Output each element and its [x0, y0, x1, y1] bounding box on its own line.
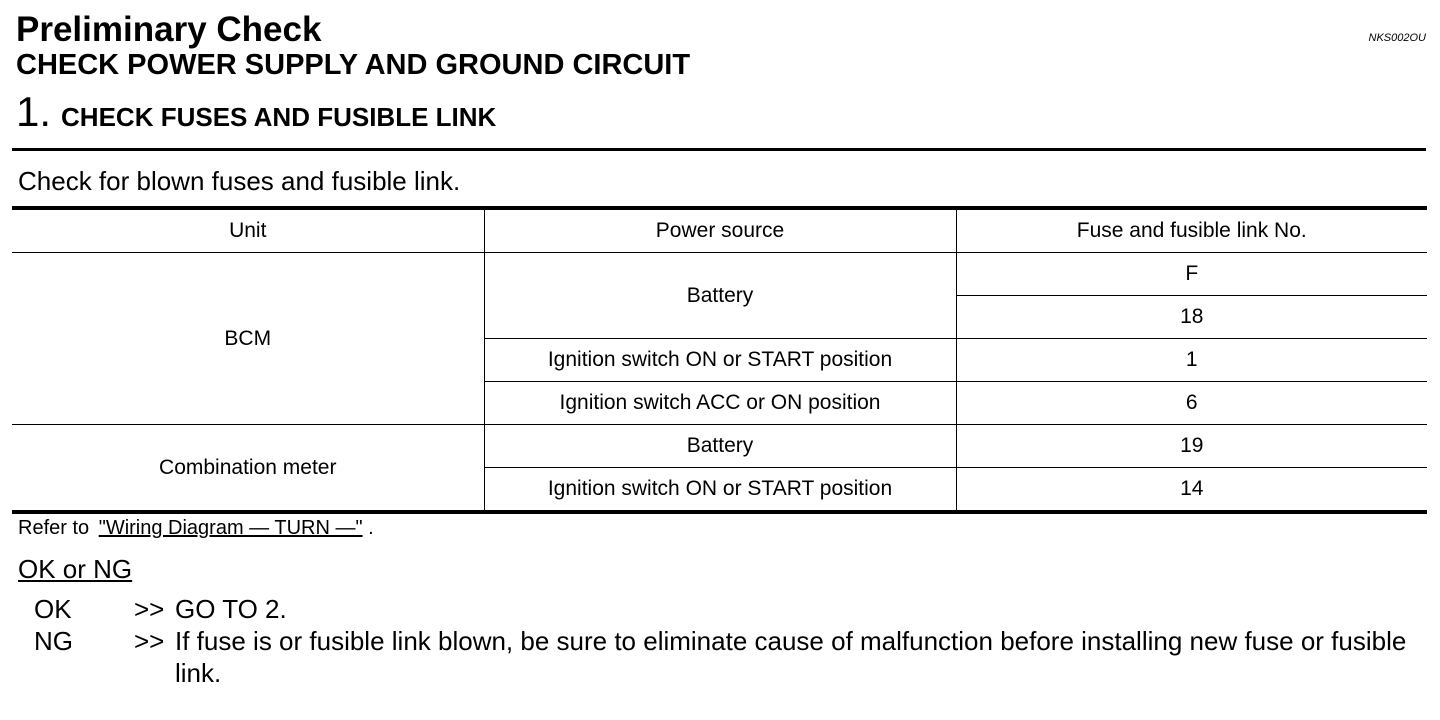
reference-suffix: . [368, 517, 374, 539]
fuse-number-cell: F [956, 253, 1427, 296]
page-title: Preliminary Check [16, 10, 322, 49]
result-label: OK [34, 594, 72, 624]
instruction-text: Check for blown fuses and fusible link. [18, 166, 461, 196]
power-source-cell: Battery [484, 253, 956, 339]
fuse-number-cell: 18 [956, 296, 1427, 339]
table-row [12, 253, 1427, 296]
result-arrow: >> [134, 626, 165, 656]
unit-cell: BCM [12, 253, 484, 425]
fuse-number-cell: 14 [956, 468, 1427, 513]
power-source-cell: Ignition switch ON or START position [484, 339, 956, 382]
column-header-power-source: Power source [484, 208, 956, 253]
result-text: If fuse is or fusible link blown, be sure to eliminate cause of malfunction before installing new fuse or fusible link. [175, 626, 1407, 688]
column-header-fuse-number: Fuse and fusible link No. [956, 208, 1427, 253]
unit-cell: Combination meter [12, 425, 484, 513]
power-source-cell: Ignition switch ON or START position [484, 468, 956, 513]
section-title: CHECK POWER SUPPLY AND GROUND CIRCUIT [16, 49, 691, 81]
step-title: CHECK FUSES AND FUSIBLE LINK [61, 102, 497, 132]
wiring-diagram-link[interactable]: "Wiring Diagram — TURN —" [98, 517, 363, 539]
fuse-table [12, 206, 1427, 514]
fuse-number-cell: 1 [956, 339, 1427, 382]
power-source-cell: Battery [484, 425, 956, 468]
column-header-unit: Unit [12, 208, 484, 253]
power-source-cell: Ignition switch ACC or ON position [484, 382, 956, 425]
fuse-number-cell: 19 [956, 425, 1427, 468]
table-row [12, 425, 1427, 468]
document-code: NKS002OU [1368, 32, 1426, 44]
table-header-row [12, 208, 1427, 253]
step-number: 1. [16, 88, 52, 135]
heading-divider [12, 148, 1426, 151]
reference-line [18, 515, 374, 541]
result-text: GO TO 2. [175, 594, 287, 624]
reference-prefix: Refer to [18, 517, 90, 539]
step-heading [16, 89, 496, 135]
ok-ng-heading: OK or NG [18, 554, 133, 584]
fuse-number-cell: 6 [956, 382, 1427, 425]
result-label: NG [34, 626, 73, 656]
result-arrow: >> [134, 594, 165, 624]
